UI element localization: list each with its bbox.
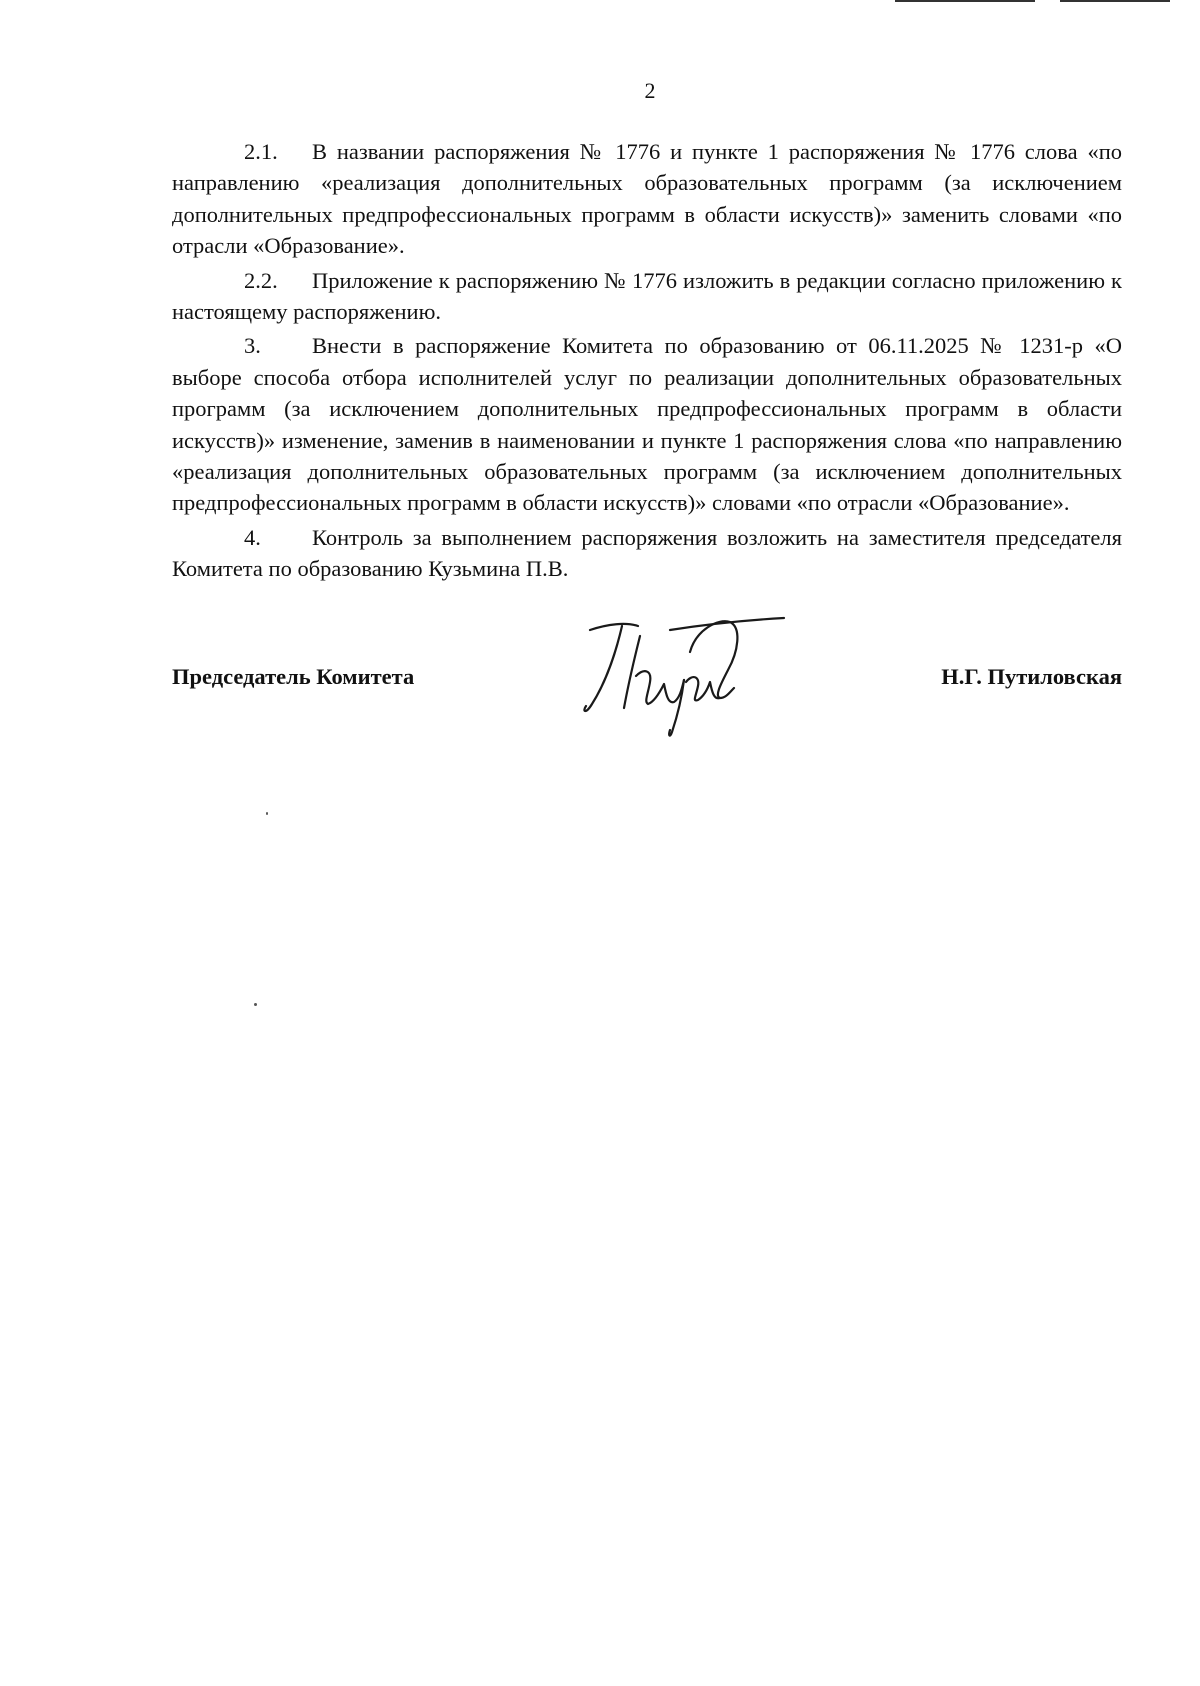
paragraph-text: Внести в распоряжение Комитета по образованию от 06.11.2025 № 1231-р «О выборе способа отбора исполнителей услуг по реализации дополнительных образовательных программ (за исключением дополнительных предпрофессиональных программ в области искусств)» изменение, заменив в наименовании и пункте 1 распоряжения слова «по направлению «реализация дополнительных образовательных программ (за исключением дополнительных предпрофессиональных программ в области искусств)» словами «по отрасли «Образование». — [172, 333, 1122, 516]
signer-name: Н.Г. Путиловская — [941, 664, 1122, 689]
paragraph-number: 4. — [244, 524, 261, 550]
scan-speck — [266, 812, 268, 815]
paragraph-text: Приложение к распоряжению № 1776 изложить в редакции согласно приложению к настоящему распоряжению. — [172, 267, 1122, 325]
paragraph-number: 3. — [244, 333, 261, 359]
paragraph-4 — [172, 522, 1122, 585]
top-edge-line — [1060, 0, 1170, 2]
handwritten-signature — [578, 612, 788, 737]
paragraph-number: 2.1. — [244, 139, 278, 164]
page-number: 2 — [644, 78, 656, 103]
document-body — [172, 136, 1122, 585]
paragraph-2-1 — [172, 136, 1122, 262]
paragraph-text: Контроль за выполнением распоряжения возложить на заместителя председателя Комитета по образованию Кузьмина П.В. — [172, 524, 1122, 582]
top-edge-line — [895, 0, 1035, 2]
paragraph-text: В названии распоряжения № 1776 и пункте 1 распоряжения № 1776 слова «по направлению «реализация дополнительных образовательных программ (за исключением дополнительных предпрофессиональных программ в области искусств)» заменить словами «по отрасли «Образование». — [172, 139, 1122, 259]
paragraph-number: 2.2. — [244, 267, 278, 293]
signer-title: Председатель Комитета — [172, 664, 415, 689]
scan-speck — [254, 1003, 257, 1006]
paragraph-2-2 — [172, 265, 1122, 328]
paragraph-3 — [172, 330, 1122, 518]
